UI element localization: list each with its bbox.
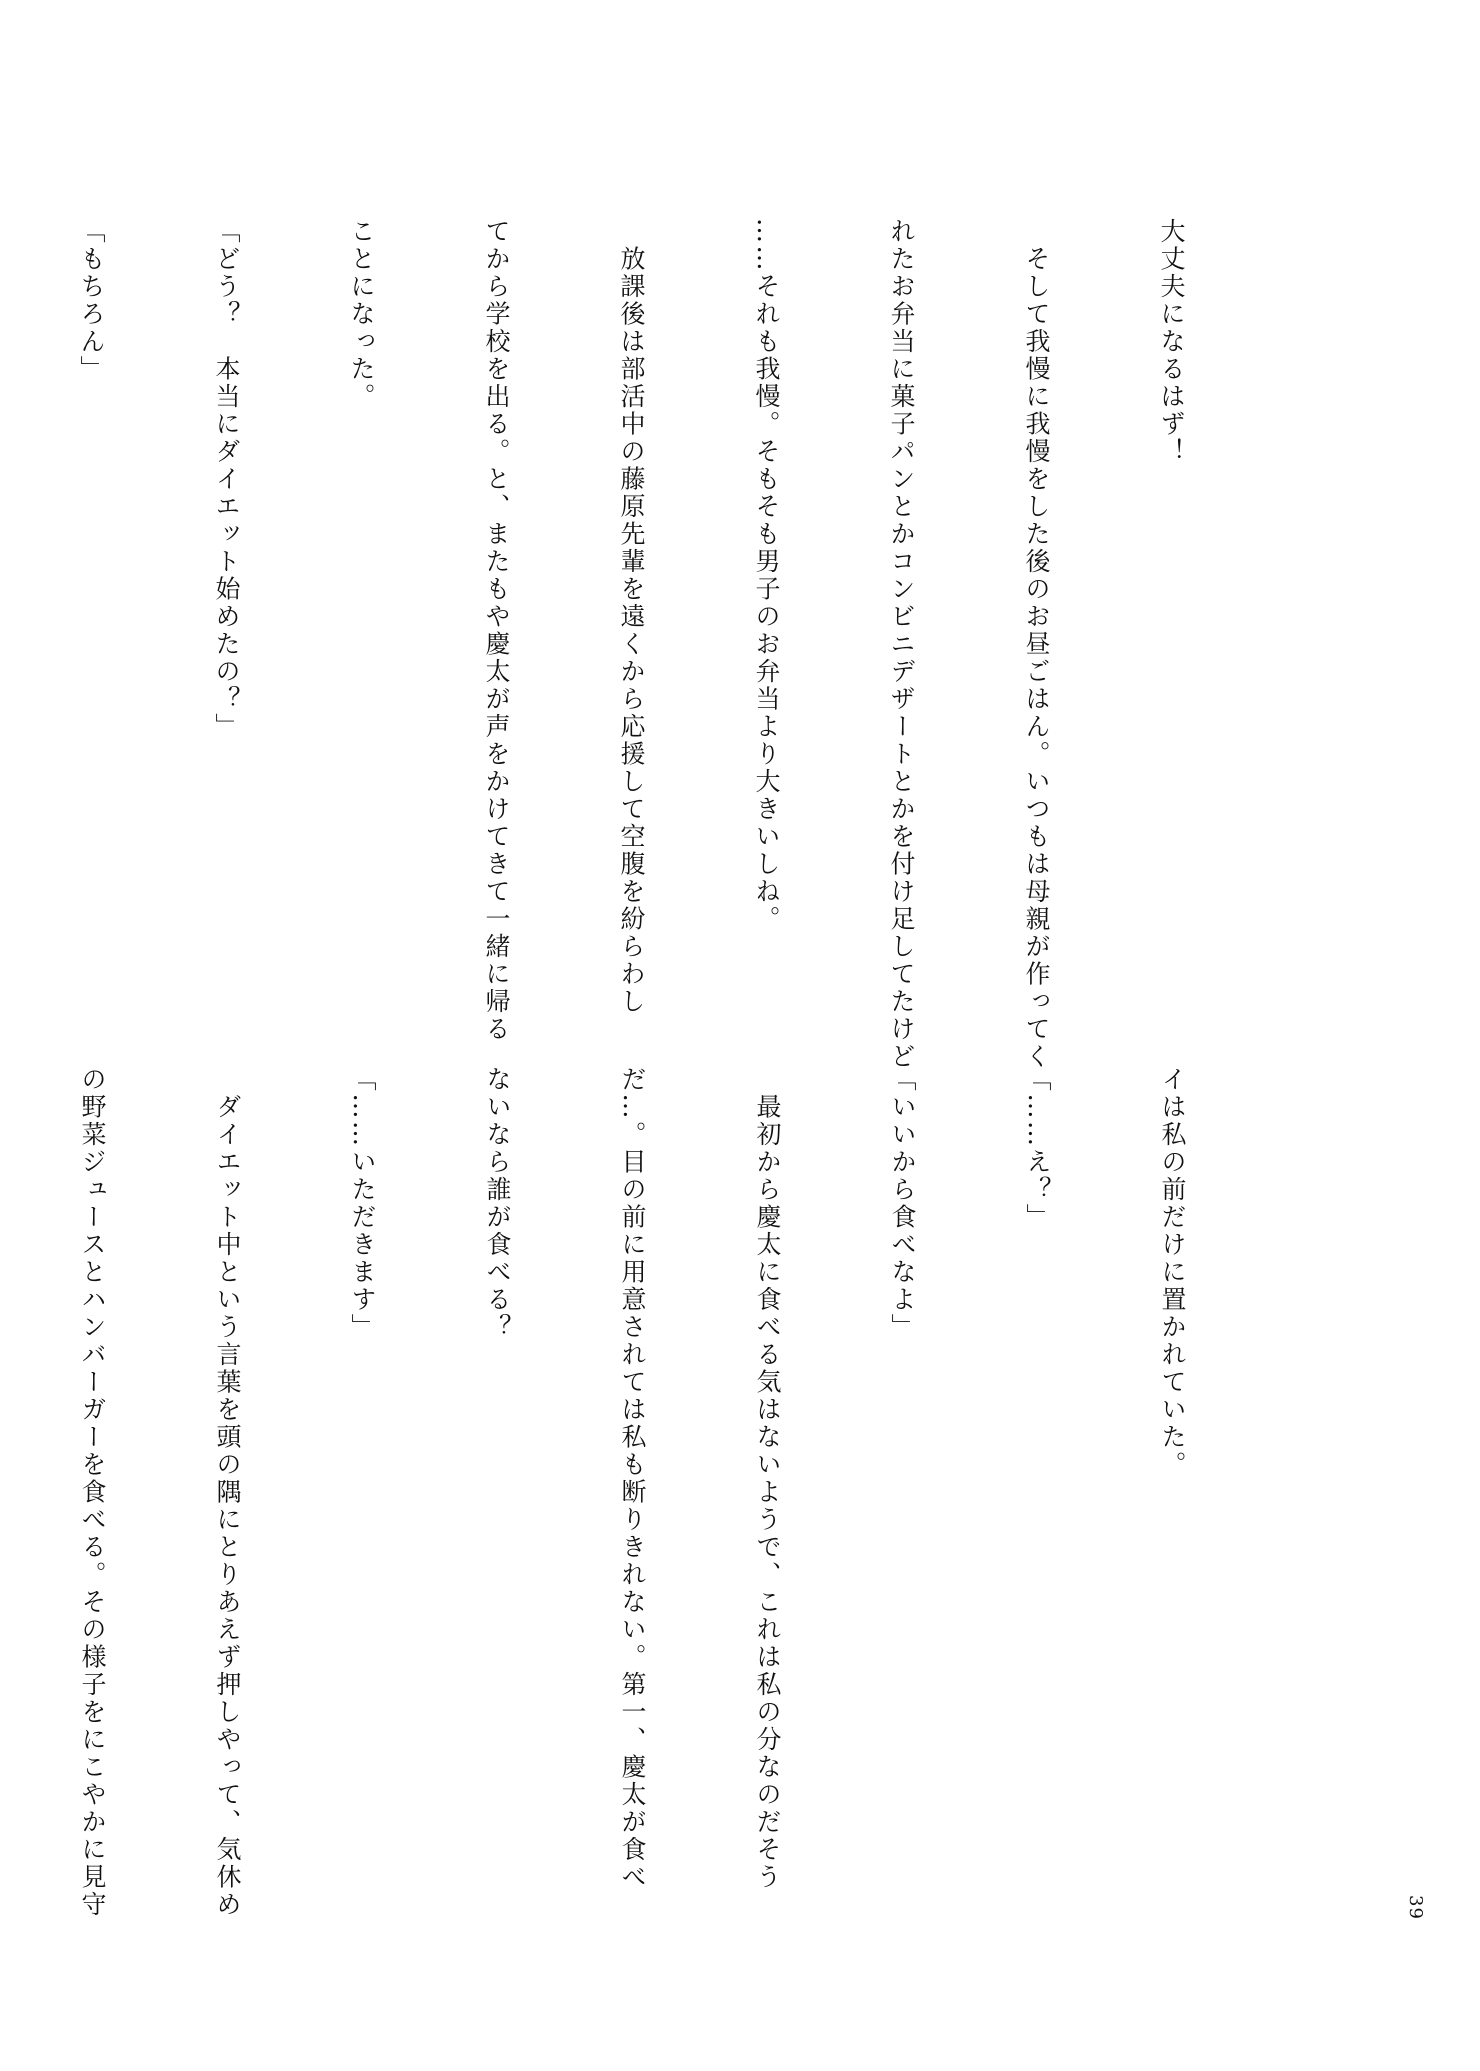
- text-line: 「いいから食べなよ」: [888, 1066, 917, 1341]
- text-line: そして我慢に我慢をした後のお昼ごはん。いつもは母親が作ってく: [1022, 218, 1051, 1071]
- text-line: 「どう？ 本当にダイエット始めたの？」: [212, 218, 241, 741]
- text-line: てから学校を出る。と、またもや慶太が声をかけてきて一緒に帰る: [482, 218, 511, 1043]
- text-line: れたお弁当に菓子パンとかコンビニデザートとかを付け足してたけど: [887, 218, 916, 1071]
- text-line: 最初から慶太に食べる気はないようで、これは私の分なのだそう: [753, 1066, 782, 1891]
- text-line: ことになった。: [347, 218, 376, 411]
- text-line: の野菜ジュースとハンバーガーを食べる。その様子をにこやかに見守: [78, 1066, 107, 1919]
- lower-text-block: [78, 1066, 1285, 1919]
- text-line: ……それも我慢。そもそも男子のお弁当より大きいしね。: [752, 218, 781, 933]
- text-line: ダイエット中という言葉を頭の隅にとりあえず押しやって、気休め: [213, 1066, 242, 1919]
- text-line: 「……え？」: [1023, 1066, 1052, 1231]
- text-line: イは私の前だけに置かれていた。: [1158, 1066, 1187, 1479]
- text-line: 大丈夫になるはず！: [1157, 218, 1186, 466]
- text-line: 「……いただきます」: [348, 1066, 377, 1341]
- text-line: だ…。目の前に用意されては私も断りきれない。第一、慶太が食べ: [618, 1066, 647, 1891]
- text-line: ないなら誰が食べる？: [483, 1066, 512, 1341]
- text-line: 放課後は部活中の藤原先輩を遠くから応援して空腹を紛らわし: [617, 218, 646, 1016]
- text-line: 「もちろん」: [77, 218, 106, 383]
- upper-text-block: [77, 218, 1284, 1071]
- page-number: 39: [1405, 1895, 1426, 1920]
